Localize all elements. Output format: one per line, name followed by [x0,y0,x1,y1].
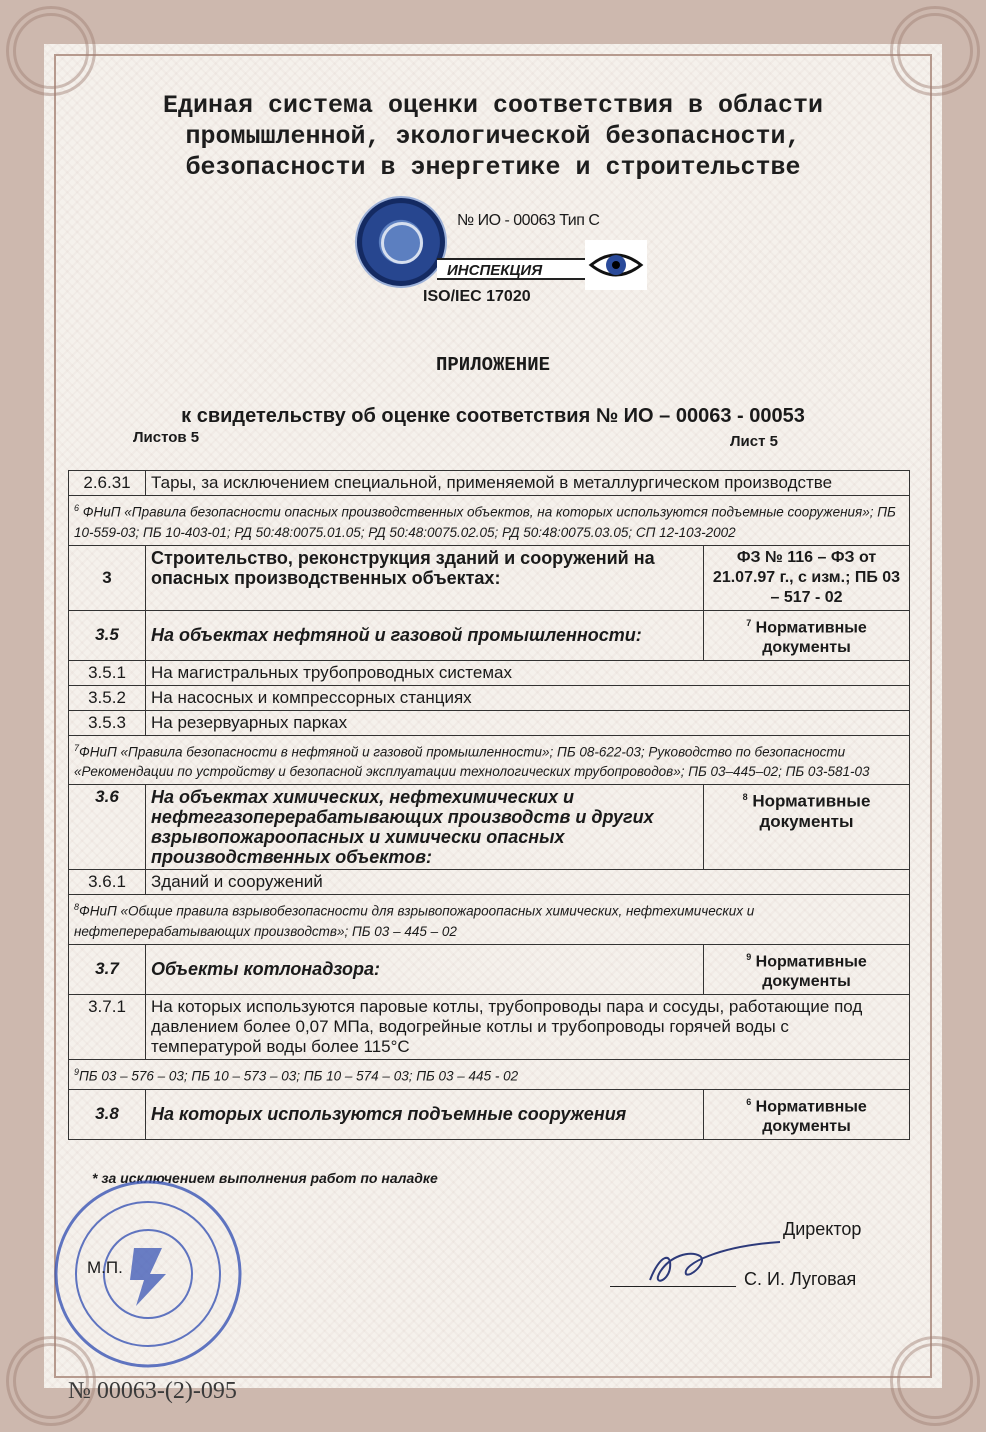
note-text: ФНиП «Общие правила взрывобезопасности для взрывопожароопасных химических, нефтехимических и нефтеперерабатывающих производств»; ПБ 03 – 445 – 02 [74,903,755,939]
table-row [69,1089,910,1139]
director-title: Директор [783,1219,862,1239]
reference-text: Нормативные документы [752,791,871,831]
certificate-reference: к свидетельству об оценке соответствия № ИО – 00063 - 00053 [181,405,805,427]
director-name: С. И. Луговая [744,1269,857,1289]
row-text: На которых используются подъемные сооружения [146,1089,704,1139]
reference-text: Нормативные документы [755,618,867,656]
note-text: ПБ 03 – 576 – 03; ПБ 10 – 573 – 03; ПБ 10 – 574 – 03; ПБ 03 – 445 - 02 [79,1068,519,1084]
eye-icon [585,240,647,290]
logo-standard: ISO/IEC 17020 [423,288,531,305]
note-cell [69,895,910,945]
row-text: На объектах химических, нефтехимических и нефтегазоперерабатывающих производств и других взрывопожароопасных и химически опасных производственных объектов: [146,785,704,870]
row-reference [704,944,910,994]
row-code: 3.5 [69,610,146,660]
ornament-corner [890,1336,980,1426]
footnote-marker: 8 [742,792,748,803]
heading-line: безопасности в энергетике и строительстве [185,153,801,182]
system-heading [0,90,986,183]
footnote-marker: 8 [74,902,80,913]
table-row [69,710,910,735]
note-text: ФНиП «Правила безопасности в нефтяной и газовой промышленности»; ПБ 08-622-03; Руководство по безопасности «Рекомендации по устройству и безопасной эксплуатации технологических трубопроводов»; ПБ 03–445–02; ПБ 03-581-03 [74,744,870,780]
table-row [69,685,910,710]
heading-line: промышленной, экологической безопасности, [185,122,801,151]
row-code: 3 [69,545,146,610]
row-text: На которых используются паровые котлы, трубопроводы пара и сосуды, работающие под давлением более 0,07 МПа, водогрейные котлы и трубопроводы горячей воды с температурой воды более 115°С [146,995,910,1060]
sheets-total: Листов 5 [133,429,200,446]
note-text: ФНиП «Правила безопасности опасных производственных объектов, на которых используются подъемные сооружения»; ПБ 10-559-03; ПБ 10-403-01; РД 50:48:0075.01.05; РД 50:48:0075.02.05; РД 50:48:0075.03.05; СП 12-103-2002 [74,504,896,540]
sheet-number: Лист 5 [730,433,778,450]
row-code: 3.5.3 [69,710,146,735]
row-text: На насосных и компрессорных станциях [146,685,910,710]
row-text: На объектах нефтяной и газовой промышленности: [146,610,704,660]
footnote-marker: 9 [74,1067,80,1078]
row-code: 3.7.1 [69,995,146,1060]
table-note-row [69,895,910,945]
row-text: На резервуарных парках [146,710,910,735]
footnote-marker: 6 [746,1096,752,1107]
table-row [69,995,910,1060]
note-cell [69,1060,910,1090]
table-row [69,610,910,660]
company-stamp-icon [52,1178,244,1370]
reference-text: Нормативные документы [755,953,867,991]
row-reference [704,610,910,660]
row-reference [704,785,910,870]
logo-number: № ИО - 00063 Тип С [457,212,600,229]
table-row [69,870,910,895]
footnote-marker: 9 [746,951,752,962]
table-note-row [69,735,910,785]
row-code: 3.6.1 [69,870,146,895]
table-row [69,785,910,870]
ornament-corner [6,6,96,96]
row-code: 3.5.2 [69,685,146,710]
row-code: 3.7 [69,944,146,994]
row-code: 3.6 [69,785,146,870]
row-reference [704,1089,910,1139]
ornament-corner [890,6,980,96]
table-note-row [69,1060,910,1090]
row-text: Тары, за исключением специальной, применяемой в металлургическом производстве [146,471,910,496]
note-cell [69,735,910,785]
footnote-marker: 7 [74,742,80,753]
reference-text: Нормативные документы [755,1097,867,1135]
table-row [69,944,910,994]
row-reference: ФЗ № 116 – ФЗ от 21.07.97 г., с изм.; ПБ 03 – 517 - 02 [704,545,910,610]
row-text: На магистральных трубопроводных системах [146,660,910,685]
footnote-marker: 6 [74,503,80,513]
row-text: Строительство, реконструкция зданий и сооружений на опасных производственных объектах: [146,545,704,610]
row-text: Объекты котлонадзора: [146,944,704,994]
footnote-marker: 7 [746,617,752,628]
table-row [69,471,910,496]
table-row [69,545,910,610]
signature-icon [630,1234,790,1294]
note-cell [69,496,910,546]
appendix-title: ПРИЛОЖЕНИЕ [435,354,551,376]
row-code: 2.6.31 [69,471,146,496]
logo-label: ИНСПЕКЦИЯ [437,258,587,280]
heading-line: Единая система оценки соответствия в области [162,91,824,120]
row-code: 3.5.1 [69,660,146,685]
row-text: Зданий и сооружений [146,870,910,895]
accreditation-badge-icon [355,196,447,288]
table-row [69,660,910,685]
inspection-logo [355,196,645,316]
row-code: 3.8 [69,1089,146,1139]
footnote: * за исключением выполнения работ по наладке [92,1170,438,1186]
seal-placeholder: М.П. [87,1258,123,1277]
scope-table [68,470,910,1140]
table-note-row [69,496,910,546]
registration-number: № 00063-(2)-095 [68,1378,237,1404]
